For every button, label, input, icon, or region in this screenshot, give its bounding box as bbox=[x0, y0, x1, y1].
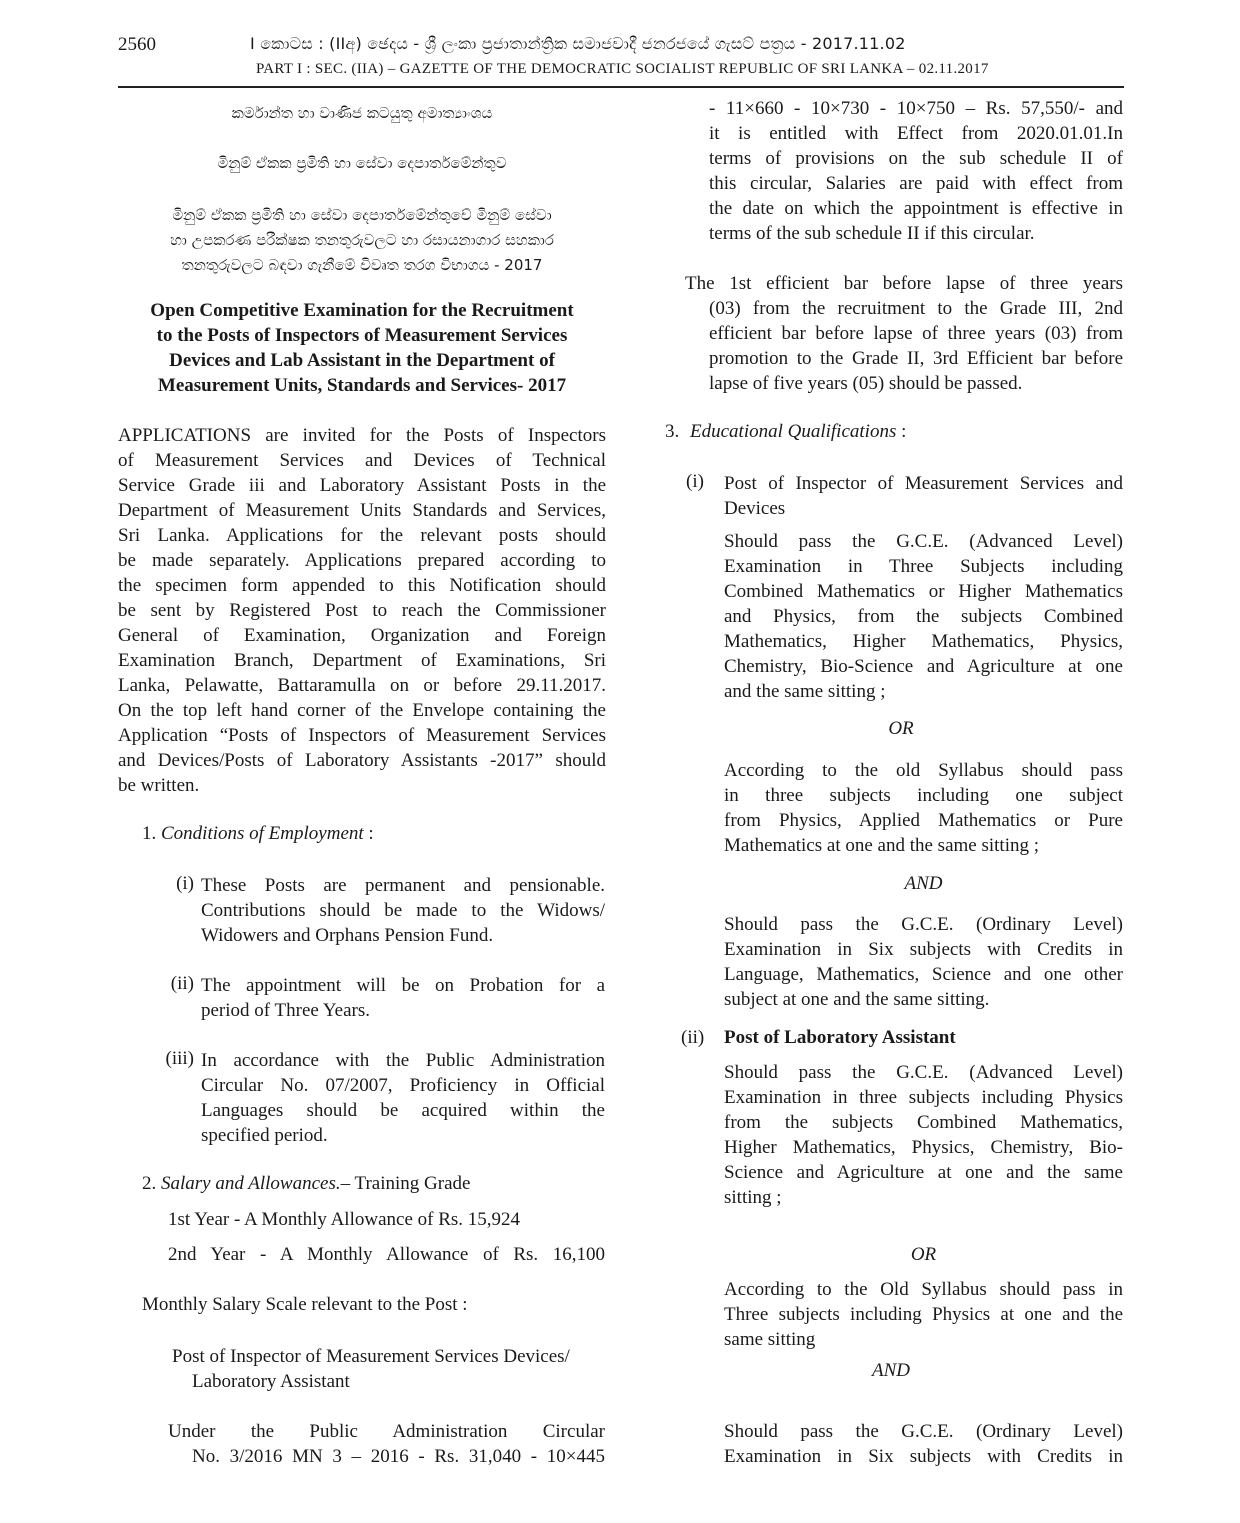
intro-line: of Measurement Services and Devices of Technical bbox=[118, 450, 606, 471]
header-sinhala: I කොටස : (IIඅ) ඡෙදය - ශ්‍රී ලංකා ප්‍රජාතාන්ත්‍රික සමාජවාදී ජනරජයේ ගැසට් පත්‍රය - 2017.11.02 bbox=[250, 34, 906, 53]
intro-line: the specimen form appended to this Notification should bbox=[118, 575, 606, 596]
title-line: to the Posts of Inspectors of Measurement Services bbox=[156, 325, 568, 346]
condition-item-line: period of Three Years. bbox=[201, 1000, 371, 1021]
condition-item-line: specified period. bbox=[201, 1125, 328, 1146]
ministry-sinhala: කර්මාන්ත හා වාණිජ කටයුතු අමාත්‍යාංශය bbox=[231, 104, 493, 122]
post-1-al-requirement bbox=[724, 529, 1123, 704]
salary-post-line: Laboratory Assistant bbox=[192, 1371, 350, 1392]
allowance-year-1: 1st Year - A Monthly Allowance of Rs. 15,924 bbox=[168, 1209, 521, 1230]
efficiency-bar-line: efficient bar before lapse of three years (03) from bbox=[709, 323, 1123, 344]
page-number: 2560 bbox=[118, 34, 156, 55]
and-separator-2: AND bbox=[872, 1360, 910, 1381]
condition-item-line: Contributions should be made to the Widows/ bbox=[201, 900, 605, 921]
exam-title-sinhala-line: තනතුරුවලට බඳවා ගැනීමේ විවෘත තරග විභාගය - 2017 bbox=[181, 256, 543, 274]
section-2-rest: – Training Grade bbox=[340, 1173, 471, 1194]
exam-title-english bbox=[118, 298, 606, 398]
salary-continued-line: this circular, Salaries are paid with effect from bbox=[709, 173, 1123, 194]
post-2-al-line: from the subjects Combined Mathematics, bbox=[724, 1112, 1123, 1133]
salary-continued-line: - 11×660 - 10×730 - 10×750 – Rs. 57,550/- and bbox=[709, 98, 1123, 119]
title-line: Open Competitive Examination for the Recruitment bbox=[150, 300, 574, 321]
condition-item-line: Languages should be acquired within the bbox=[201, 1100, 605, 1121]
condition-item-text bbox=[201, 873, 605, 948]
allowance-year-2: 2nd Year - A Monthly Allowance of Rs. 16,100 bbox=[168, 1244, 605, 1265]
post-1-al-line: and the same sitting ; bbox=[724, 681, 886, 702]
post-1-title-line: Devices bbox=[724, 498, 786, 519]
condition-item-line: Circular No. 07/2007, Proficiency in Official bbox=[201, 1075, 605, 1096]
efficiency-bar-paragraph bbox=[685, 271, 1123, 396]
post-1-title bbox=[724, 471, 1123, 521]
intro-line: On the top left hand corner of the Envelope containing the bbox=[118, 700, 606, 721]
post-1-label: (i) bbox=[686, 471, 704, 492]
post-2-ol-line: Examination in Six subjects with Credits in bbox=[724, 1446, 1123, 1467]
section-1-heading bbox=[142, 823, 374, 845]
salary-scale-label: Monthly Salary Scale relevant to the Post : bbox=[142, 1294, 468, 1315]
exam-title-sinhala bbox=[118, 203, 606, 278]
efficiency-bar-line: lapse of five years (05) should be passed. bbox=[709, 373, 1023, 394]
intro-line: and Devices/Posts of Laboratory Assistants -2017” should bbox=[118, 750, 606, 771]
title-line: Measurement Units, Standards and Services- 2017 bbox=[157, 375, 567, 396]
post-1-ol-line: Examination in Six subjects with Credits in bbox=[724, 939, 1123, 960]
condition-item-text bbox=[201, 1048, 605, 1148]
salary-continued-line: the date on which the appointment is effective in bbox=[709, 198, 1123, 219]
intro-line: Application “Posts of Inspectors of Measurement Services bbox=[118, 725, 606, 746]
post-2-al-line: Should pass the G.C.E. (Advanced Level) bbox=[724, 1062, 1123, 1083]
intro-line: Sri Lanka. Applications for the relevant posts should bbox=[118, 525, 606, 546]
section-2-title: Salary and Allowances. bbox=[161, 1173, 341, 1194]
section-2-heading bbox=[142, 1173, 470, 1195]
post-1-al-line: Chemistry, Bio-Science and Agriculture at one bbox=[724, 656, 1123, 677]
post-1-old-line: in three subjects including one subject bbox=[724, 785, 1123, 806]
intro-line: Service Grade iii and Laboratory Assistant Posts in the bbox=[118, 475, 606, 496]
section-3-heading bbox=[665, 421, 906, 443]
condition-item-label: (iii) bbox=[165, 1048, 194, 1069]
salary-circular-line: Under the Public Administration Circular bbox=[168, 1421, 605, 1442]
intro-line: be written. bbox=[118, 775, 200, 796]
intro-paragraph bbox=[118, 423, 606, 798]
section-1-number: 1. bbox=[142, 823, 157, 844]
intro-line: General of Examination, Organization and Foreign bbox=[118, 625, 606, 646]
post-1-al-line: and Physics, from the subjects Combined bbox=[724, 606, 1123, 627]
or-separator-1: OR bbox=[888, 718, 914, 739]
efficiency-bar-line: promotion to the Grade II, 3rd Efficient bar before bbox=[709, 348, 1123, 369]
condition-item-line: These Posts are permanent and pensionable. bbox=[201, 875, 605, 896]
section-3-title: Educational Qualifications bbox=[690, 421, 897, 442]
salary-post-line: Post of Inspector of Measurement Services Devices/ bbox=[172, 1346, 570, 1367]
efficiency-bar-line: (03) from the recruitment to the Grade III, 2nd bbox=[709, 298, 1123, 319]
post-1-old-line: from Physics, Applied Mathematics or Pure bbox=[724, 810, 1123, 831]
post-2-ol-line: Should pass the G.C.E. (Ordinary Level) bbox=[724, 1421, 1123, 1442]
salary-circular-line: No. 3/2016 MN 3 – 2016 - Rs. 31,040 - 10×445 bbox=[192, 1446, 605, 1467]
condition-item-label: (i) bbox=[176, 873, 194, 894]
section-1-colon: : bbox=[363, 823, 374, 844]
exam-title-sinhala-line: මිනුම් ඒකක ප්‍රමිති හා සේවා දෙපාර්තමේන්තුවේ මිනුම් සේවා bbox=[172, 206, 552, 224]
post-1-old-line: According to the old Syllabus should pass bbox=[724, 760, 1123, 781]
post-2-old-line: same sitting bbox=[724, 1329, 816, 1350]
condition-item-label: (ii) bbox=[170, 973, 194, 994]
salary-post bbox=[172, 1344, 606, 1394]
post-2-label: (ii) bbox=[681, 1027, 705, 1048]
exam-title-sinhala-line: හා උපකරණ පරීක්ෂක තනතුරුවලට හා රසායනාගාර සහකාර bbox=[170, 231, 554, 249]
post-1-al-line: Mathematics, Higher Mathematics, Physics, bbox=[724, 631, 1123, 652]
and-separator-1: AND bbox=[904, 873, 943, 894]
title-line: Devices and Lab Assistant in the Department of bbox=[169, 350, 555, 371]
intro-line: be sent by Registered Post to reach the Commissioner bbox=[118, 600, 606, 621]
post-1-al-line: Examination in Three Subjects including bbox=[724, 556, 1123, 577]
post-2-al-line: Higher Mathematics, Physics, Chemistry, Bio- bbox=[724, 1137, 1123, 1158]
section-1-title: Conditions of Employment bbox=[161, 823, 364, 844]
efficiency-bar-line: The 1st efficient bar before lapse of three years bbox=[685, 273, 1123, 294]
post-1-old-line: Mathematics at one and the same sitting ; bbox=[724, 835, 1040, 856]
post-1-old-syllabus bbox=[724, 758, 1123, 858]
post-2-ol-requirement bbox=[724, 1419, 1123, 1469]
salary-continued-line: terms of the sub schedule II if this circular. bbox=[709, 223, 1035, 244]
salary-continued-line: it is entitled with Effect from 2020.01.01.In bbox=[709, 123, 1123, 144]
post-2-al-requirement bbox=[724, 1060, 1123, 1210]
condition-item-text bbox=[201, 973, 605, 1023]
section-2-number: 2. bbox=[142, 1173, 157, 1194]
post-1-ol-line: Language, Mathematics, Science and one other bbox=[724, 964, 1123, 985]
section-3-number: 3. bbox=[665, 421, 680, 442]
intro-line: be made separately. Applications prepared according to bbox=[118, 550, 606, 571]
post-1-ol-line: subject at one and the same sitting. bbox=[724, 989, 990, 1010]
intro-line: APPLICATIONS are invited for the Posts of Inspectors bbox=[118, 425, 606, 446]
condition-item-line: The appointment will be on Probation for a bbox=[201, 975, 605, 996]
post-1-al-line: Combined Mathematics or Higher Mathematics bbox=[724, 581, 1123, 602]
post-1-ol-requirement bbox=[724, 912, 1123, 1012]
post-1-al-line: Should pass the G.C.E. (Advanced Level) bbox=[724, 531, 1123, 552]
header-rule bbox=[118, 86, 1124, 88]
post-1-ol-line: Should pass the G.C.E. (Ordinary Level) bbox=[724, 914, 1123, 935]
salary-continued bbox=[709, 96, 1123, 246]
post-2-old-syllabus bbox=[724, 1277, 1123, 1352]
intro-line: Examination Branch, Department of Examinations, Sri bbox=[118, 650, 606, 671]
salary-circular bbox=[168, 1419, 605, 1469]
intro-line: Lanka, Pelawatte, Battaramulla on or before 29.11.2017. bbox=[118, 675, 606, 696]
post-2-title: Post of Laboratory Assistant bbox=[724, 1027, 956, 1048]
intro-line: Department of Measurement Units Standards and Services, bbox=[118, 500, 606, 521]
header-english: PART I : SEC. (IIA) – GAZETTE OF THE DEMOCRATIC SOCIALIST REPUBLIC OF SRI LANKA – 02.11.2017 bbox=[256, 61, 989, 77]
post-2-old-line: According to the Old Syllabus should pass in bbox=[724, 1279, 1123, 1300]
salary-continued-line: terms of provisions on the sub schedule II of bbox=[709, 148, 1123, 169]
or-separator-2: OR bbox=[910, 1244, 937, 1265]
condition-item-line: In accordance with the Public Administration bbox=[201, 1050, 605, 1071]
post-2-old-line: Three subjects including Physics at one and the bbox=[724, 1304, 1123, 1325]
post-2-al-line: Science and Agriculture at one and the same bbox=[724, 1162, 1123, 1183]
section-3-colon: : bbox=[896, 421, 907, 442]
post-2-al-line: Examination in three subjects including Physics bbox=[724, 1087, 1123, 1108]
post-1-title-line: Post of Inspector of Measurement Services and bbox=[724, 473, 1123, 494]
department-sinhala: මිනුම් ඒකක ප්‍රමිති හා සේවා දෙපාර්තමේන්තුව bbox=[217, 154, 507, 172]
post-2-al-line: sitting ; bbox=[724, 1187, 782, 1208]
condition-item-line: Widowers and Orphans Pension Fund. bbox=[201, 925, 494, 946]
